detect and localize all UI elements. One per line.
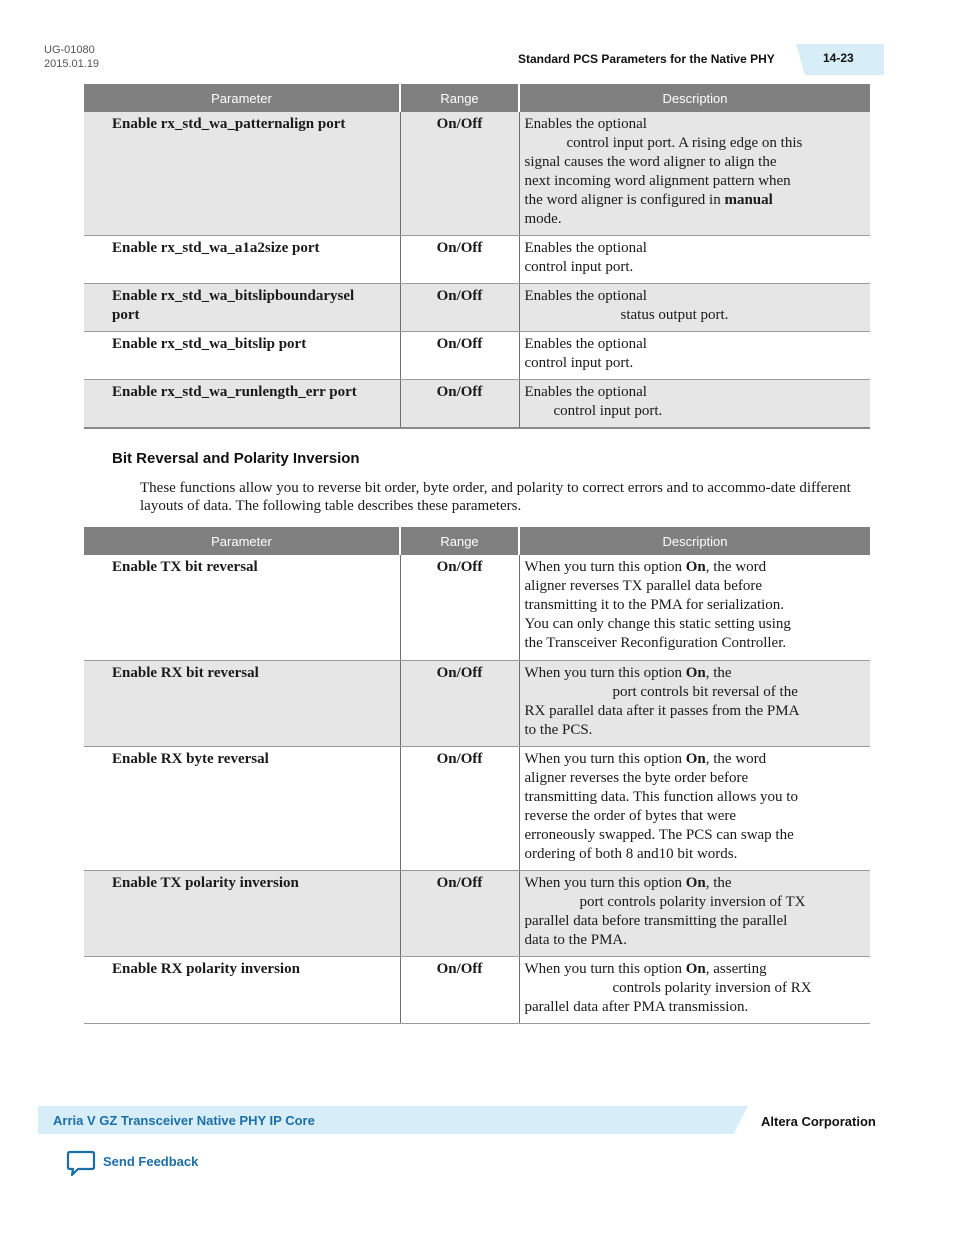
section-heading: Bit Reversal and Polarity Inversion <box>112 450 360 467</box>
param-description: Enables the optional control input port. <box>519 332 870 380</box>
page-number: 14-23 <box>823 51 854 65</box>
table-row <box>84 236 870 284</box>
body-paragraph: These functions allow you to reverse bit order, byte order, and polarity to correct errors and to accommo-date different layouts of data. The following table describes these parameters. <box>140 480 851 514</box>
column-header-parameter: Parameter <box>84 527 400 555</box>
param-description: Enables the optional control input port. A rising edge on this signal causes the word aligner to align the next incoming word alignment pattern when the word aligner is configured in manual mode. <box>519 112 870 236</box>
param-range: On/Off <box>400 112 519 236</box>
param-description: Enables the optional status output port. <box>519 284 870 332</box>
table-row <box>84 956 870 1023</box>
column-header-description: Description <box>519 84 870 112</box>
param-description: When you turn this option On, the word aligner reverses the byte order before transmitting data. This function allows you to reverse the order of bytes that were erroneously swapped. The PCS can swap the ordering of both 8 and10 bit words. <box>519 746 870 870</box>
param-description: When you turn this option On, the port controls polarity inversion of TX parallel data before transmitting the parallel data to the PMA. <box>519 870 870 956</box>
param-name: Enable RX polarity inversion <box>84 956 400 1023</box>
footer-product-link[interactable]: Arria V GZ Transceiver Native PHY IP Core <box>53 1113 315 1128</box>
param-name: Enable rx_std_wa_bitslipboundarysel port <box>84 284 400 332</box>
param-name: Enable rx_std_wa_a1a2size port <box>84 236 400 284</box>
header-title: Standard PCS Parameters for the Native PHY <box>518 52 775 66</box>
param-name: Enable rx_std_wa_patternalign port <box>84 112 400 236</box>
column-header-range: Range <box>400 527 519 555</box>
param-range: On/Off <box>400 236 519 284</box>
table-row <box>84 332 870 380</box>
table-row <box>84 112 870 236</box>
table-header-row <box>84 527 870 555</box>
param-description: When you turn this option On, the port controls bit reversal of the RX parallel data after it passes from the PMA to the PCS. <box>519 660 870 746</box>
param-range: On/Off <box>400 380 519 429</box>
table-row <box>84 870 870 956</box>
param-name: Enable RX byte reversal <box>84 746 400 870</box>
table-header-row <box>84 84 870 112</box>
param-name: Enable RX bit reversal <box>84 660 400 746</box>
param-range: On/Off <box>400 746 519 870</box>
speech-bubble-icon[interactable] <box>66 1150 96 1178</box>
param-description: Enables the optional control input port. <box>519 380 870 429</box>
param-range: On/Off <box>400 555 519 660</box>
table-row <box>84 660 870 746</box>
param-range: On/Off <box>400 956 519 1023</box>
send-feedback-link[interactable]: Send Feedback <box>103 1154 199 1169</box>
doc-date: 2015.01.19 <box>44 58 100 70</box>
param-description: When you turn this option On, asserting controls polarity inversion of RX parallel data after PMA transmission. <box>519 956 870 1023</box>
param-description: When you turn this option On, the word aligner reverses TX parallel data before transmitting it to the PMA for serialization. You can only change this static setting using the Transceiver Reconfiguration Controller. <box>519 555 870 660</box>
doc-id-block <box>44 43 99 71</box>
param-range: On/Off <box>400 332 519 380</box>
param-name: Enable rx_std_wa_bitslip port <box>84 332 400 380</box>
doc-id: UG-01080 <box>44 44 95 56</box>
footer-company: Altera Corporation <box>761 1114 876 1129</box>
parameters-table-word-aligner <box>84 84 870 429</box>
parameters-table-bit-reversal <box>84 527 870 1024</box>
param-range: On/Off <box>400 870 519 956</box>
param-name: Enable rx_std_wa_runlength_err port <box>84 380 400 429</box>
table-row <box>84 746 870 870</box>
table-row <box>84 380 870 429</box>
param-description: Enables the optional control input port. <box>519 236 870 284</box>
table-row <box>84 284 870 332</box>
column-header-parameter: Parameter <box>84 84 400 112</box>
param-name: Enable TX polarity inversion <box>84 870 400 956</box>
column-header-range: Range <box>400 84 519 112</box>
column-header-description: Description <box>519 527 870 555</box>
table-row <box>84 555 870 660</box>
param-name: Enable TX bit reversal <box>84 555 400 660</box>
param-range: On/Off <box>400 660 519 746</box>
param-range: On/Off <box>400 284 519 332</box>
